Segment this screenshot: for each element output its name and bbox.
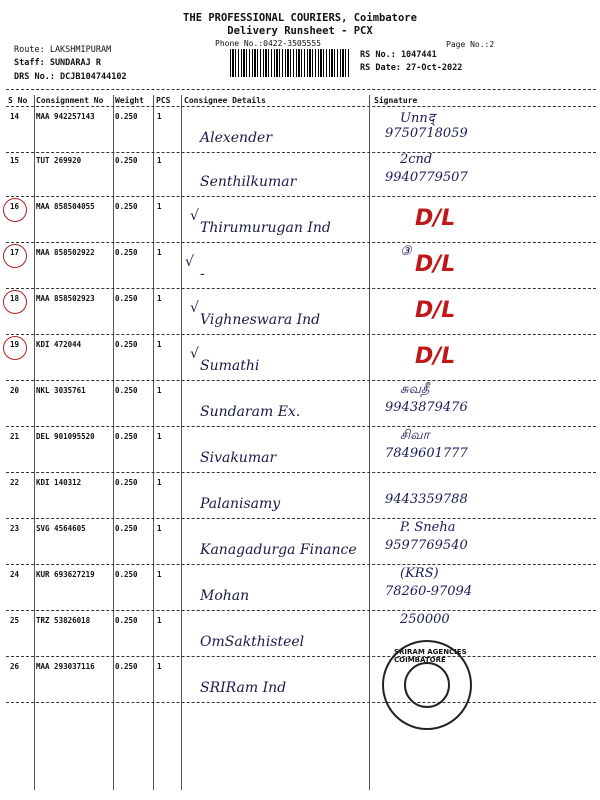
consignment-number: DEL 901095520	[36, 432, 95, 441]
consignment-number: MAA 942257143	[36, 112, 95, 121]
row-sno: 15	[10, 156, 20, 165]
signature-text: ③	[400, 244, 412, 259]
row-divider	[6, 518, 596, 519]
row-divider	[6, 426, 596, 427]
rs-date: RS Date: 27-Oct-2022	[360, 63, 463, 73]
consignee-name: Thirumurugan Ind	[200, 220, 331, 236]
delivered-mark: D/L	[415, 206, 456, 231]
weight-value: 0.250	[115, 478, 138, 487]
pcs-value: 1	[157, 112, 162, 121]
circle-mark	[3, 290, 27, 314]
delivered-mark: D/L	[415, 252, 456, 277]
circle-mark	[3, 244, 27, 268]
circle-mark	[3, 198, 27, 222]
col-weight: Weight	[115, 96, 144, 105]
pcs-value: 1	[157, 248, 162, 257]
row-sno: 17	[10, 248, 20, 257]
signature-text: (KRS)	[400, 566, 439, 581]
row-sno: 18	[10, 294, 20, 303]
row-divider	[6, 472, 596, 473]
weight-value: 0.250	[115, 202, 138, 211]
check-mark: √	[190, 346, 199, 362]
table-row	[0, 658, 600, 704]
signature-text: 250000	[400, 612, 450, 627]
row-divider	[6, 702, 596, 703]
consignee-name: Sivakumar	[200, 450, 277, 466]
col-pcs: PCS	[156, 96, 171, 105]
row-divider	[6, 564, 596, 565]
check-mark: √	[190, 208, 199, 224]
row-sno: 14	[10, 112, 20, 121]
table-row	[0, 520, 600, 566]
row-sno: 24	[10, 570, 20, 579]
pcs-value: 1	[157, 340, 162, 349]
consignee-name: Kanagadurga Finance	[200, 542, 357, 558]
signature-phone: 9943879476	[385, 400, 468, 415]
route-label: Route: LAKSHMIPURAM	[14, 45, 112, 55]
consignee-name: -	[200, 266, 205, 282]
company-stamp	[382, 640, 472, 730]
table-row	[0, 290, 600, 336]
signature-phone: 7849601777	[385, 446, 468, 461]
consignment-number: KUR 693627219	[36, 570, 95, 579]
pcs-value: 1	[157, 156, 162, 165]
drs-number: DRS No.: DCJB104744102	[14, 72, 127, 82]
consignment-number: NKL 3035761	[36, 386, 86, 395]
pcs-value: 1	[157, 432, 162, 441]
col-consignee: Consignee Details	[184, 96, 266, 105]
col-sno: S No	[8, 96, 28, 105]
row-divider	[6, 656, 596, 657]
row-sno: 23	[10, 524, 20, 533]
row-sno: 20	[10, 386, 20, 395]
consignment-number: SVG 4564605	[36, 524, 86, 533]
row-divider	[6, 196, 596, 197]
page-number: Page No.:2	[446, 40, 495, 49]
weight-value: 0.250	[115, 432, 138, 441]
weight-value: 0.250	[115, 570, 138, 579]
pcs-value: 1	[157, 524, 162, 533]
weight-value: 0.250	[115, 524, 138, 533]
row-sno: 21	[10, 432, 20, 441]
consignee-name: Sundaram Ex.	[200, 404, 301, 420]
row-divider	[6, 242, 596, 243]
check-mark: √	[185, 254, 194, 270]
row-sno: 26	[10, 662, 20, 671]
weight-value: 0.250	[115, 340, 138, 349]
signature-text: P. Sneha	[400, 520, 456, 535]
signature-text: சுவதீ	[400, 382, 430, 397]
table-row	[0, 612, 600, 658]
row-sno: 16	[10, 202, 20, 211]
col-consignment: Consignment No	[36, 96, 104, 105]
pcs-value: 1	[157, 294, 162, 303]
barcode	[230, 49, 350, 77]
consignee-name: Alexender	[200, 130, 273, 146]
rs-number: RS No.: 1047441	[360, 50, 437, 60]
row-sno: 22	[10, 478, 20, 487]
check-mark: √	[190, 300, 199, 316]
table-row	[0, 152, 600, 198]
table-row	[0, 198, 600, 244]
consignee-name: Sumathi	[200, 358, 260, 374]
pcs-value: 1	[157, 662, 162, 671]
table-row	[0, 108, 600, 154]
pcs-value: 1	[157, 616, 162, 625]
weight-value: 0.250	[115, 616, 138, 625]
row-divider	[6, 610, 596, 611]
circle-mark	[3, 336, 27, 360]
weight-value: 0.250	[115, 156, 138, 165]
consignee-name: SRIRam Ind	[200, 680, 287, 696]
rule	[6, 89, 596, 90]
signature-phone: 9750718059	[385, 126, 468, 141]
table-row	[0, 566, 600, 612]
weight-value: 0.250	[115, 662, 138, 671]
rule	[6, 106, 596, 107]
phone-number: Phone No.:0422-3505555	[215, 39, 321, 48]
consignment-number: MAA 858502922	[36, 248, 95, 257]
table-row	[0, 474, 600, 520]
consignment-number: KDI 472044	[36, 340, 82, 349]
signature-text: சிவா	[400, 428, 430, 443]
delivered-mark: D/L	[415, 298, 456, 323]
signature-phone: 9940779507	[385, 170, 468, 185]
signature-phone: 9443359788	[385, 492, 468, 507]
table-row	[0, 428, 600, 474]
table-row	[0, 382, 600, 428]
weight-value: 0.250	[115, 112, 138, 121]
row-divider	[6, 334, 596, 335]
weight-value: 0.250	[115, 294, 138, 303]
signature-phone: 9597769540	[385, 538, 468, 553]
col-signature: Signature	[374, 96, 418, 105]
consignment-number: MAA 858504055	[36, 202, 95, 211]
consignment-number: TUT 269920	[36, 156, 82, 165]
weight-value: 0.250	[115, 248, 138, 257]
consignment-number: TRZ 53826018	[36, 616, 91, 625]
row-divider	[6, 288, 596, 289]
table-row	[0, 336, 600, 382]
consignee-name: Palanisamy	[200, 496, 281, 512]
consignment-number: KDI 140312	[36, 478, 82, 487]
row-sno: 19	[10, 340, 20, 349]
delivered-mark: D/L	[415, 344, 456, 369]
consignee-name: OmSakthisteel	[200, 634, 305, 650]
pcs-value: 1	[157, 386, 162, 395]
pcs-value: 1	[157, 478, 162, 487]
row-divider	[6, 380, 596, 381]
company-title: THE PROFESSIONAL COURIERS, Coimbatore	[183, 12, 417, 24]
signature-text: Unnद्	[400, 111, 435, 126]
pcs-value: 1	[157, 570, 162, 579]
weight-value: 0.250	[115, 386, 138, 395]
signature-text: 2cnd	[400, 152, 433, 167]
table-row	[0, 244, 600, 290]
stamp-center	[404, 662, 450, 708]
runsheet-subtitle: Delivery Runsheet - PCX	[227, 25, 373, 37]
staff-label: Staff: SUNDARAJ R	[14, 58, 101, 68]
pcs-value: 1	[157, 202, 162, 211]
stamp-text: SRIRAM AGENCIES COIMBATORE	[394, 648, 467, 664]
consignment-number: MAA 293037116	[36, 662, 95, 671]
consignee-name: Vighneswara Ind	[200, 312, 321, 328]
consignment-number: MAA 858502923	[36, 294, 95, 303]
signature-phone: 78260-97094	[385, 584, 473, 599]
consignee-name: Mohan	[200, 588, 250, 604]
consignee-name: Senthilkumar	[200, 174, 297, 190]
row-sno: 25	[10, 616, 20, 625]
